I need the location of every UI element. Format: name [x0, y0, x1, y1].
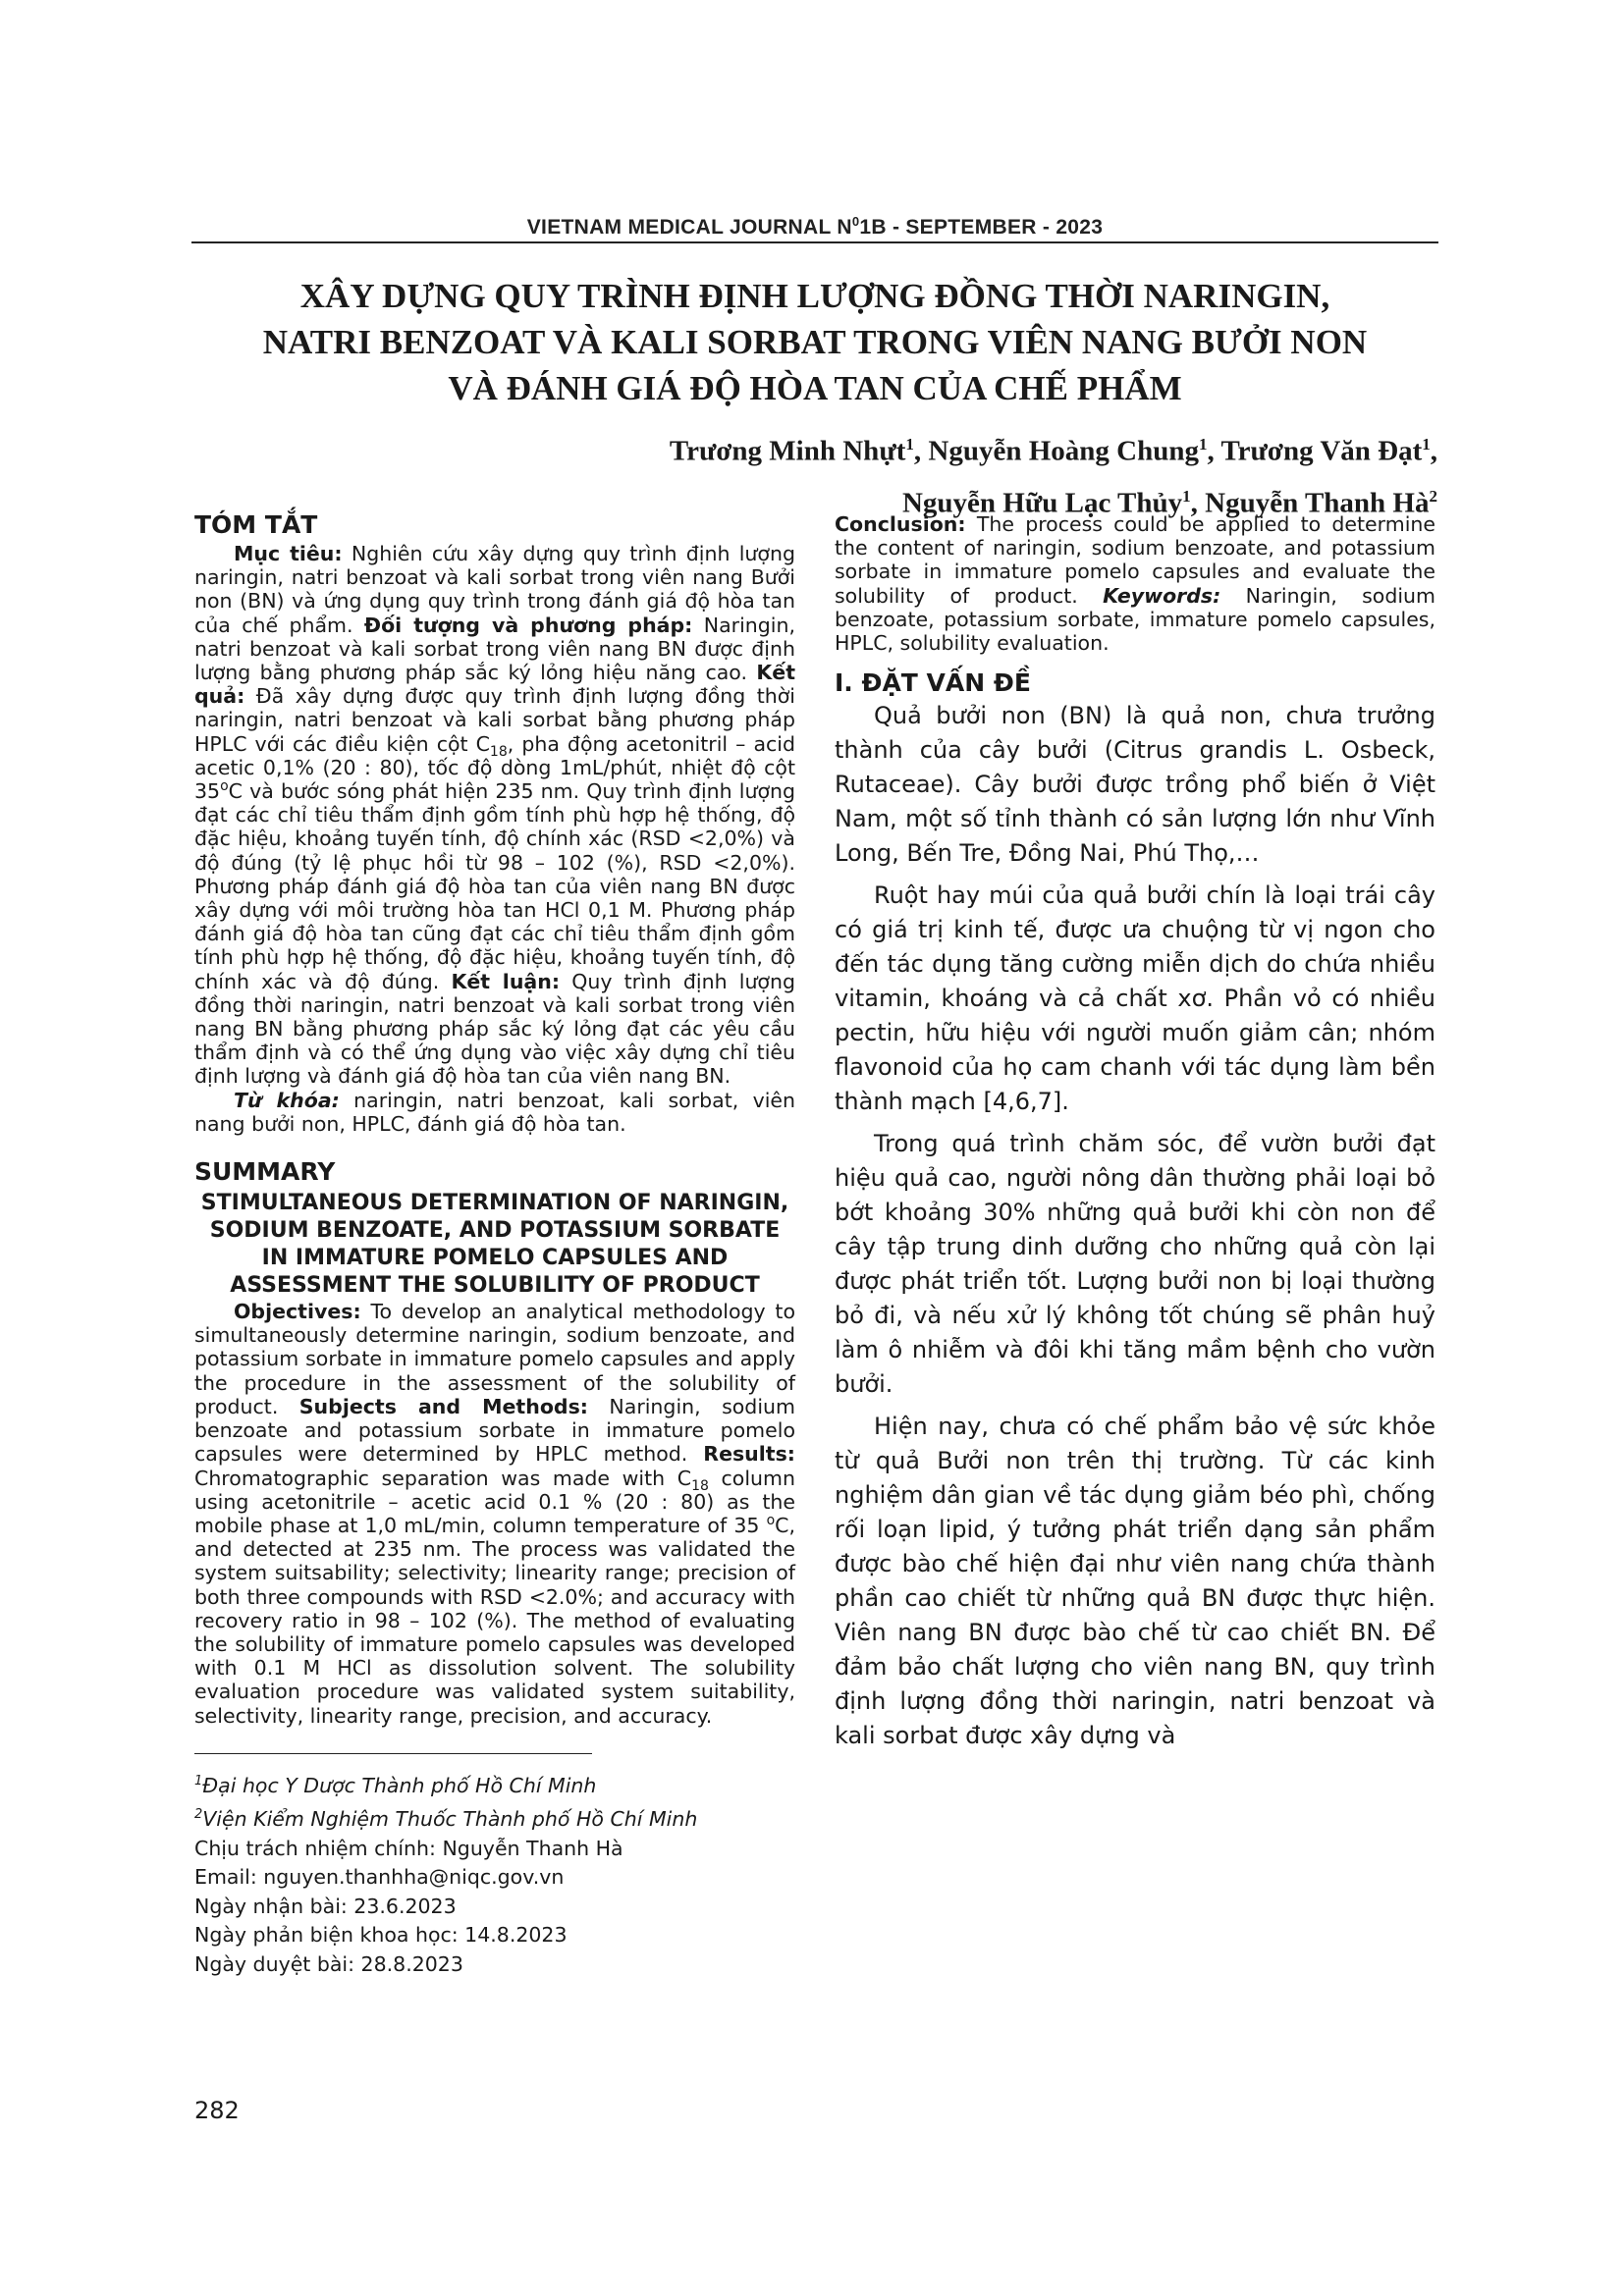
ketqua-text-2: , pha động acetonitril – acid acetic 0,1% (20 : 80), tốc độ dòng 1mL/phút, nhiệt độ cột 35: [194, 731, 795, 804]
author-1: Trương Minh Nhựt: [669, 435, 906, 467]
conclusion-label: Conclusion:: [835, 512, 966, 536]
footnotes: [194, 1767, 795, 1979]
conclusion-text: process could be applied to determine the content of naringin, sodium benzoate, and potassium sorbate in immature pomelo capsules and evaluate the solubility of product.: [835, 512, 1435, 608]
left-column: [194, 510, 795, 1728]
results-text-2: column using acetonitrile – acetic acid 0.1 % (20 : 80) as the mobile phase at 1,0 mL/min, column temperature of 35: [194, 1466, 795, 1537]
objectives-text: To develop an analytical methodology to simultaneously determine naringin, sodium benzoate, and potassium sorbate in immature pomelo capsules and apply the procedure in the assessment of the solubility of product.: [194, 1300, 795, 1418]
intro-heading: I. ĐẶT VẤN ĐỀ: [835, 668, 1031, 698]
conclusion-text: The: [965, 512, 1014, 536]
right-column: [835, 512, 1435, 1753]
ketluan-text: Quy trình định lượng đồng thời naringin, natri benzoat và kali sorbat trong viên nang BN bằng phương pháp sắc ký lỏng đạt các yêu cầu thẩm định và có thể ứng dụng vào việc xây dựng chỉ tiêu định lượng và đánh giá độ hòa tan của viên nang BN.: [194, 969, 795, 1089]
journal-header: [191, 214, 1438, 240]
muctieu-text: Nghiên cứu xây dựng quy trình định lượng naringin, natri benzoat và kali sorbat trong viên nang Bưởi non (BN) và ứng dụng quy trình trong đánh giá độ hòa tan của chế phẩm.: [194, 542, 795, 637]
date-reviewed: Ngày phản biện khoa học: 14.8.2023: [194, 1923, 568, 1948]
ketqua-text-3: C và bước sóng phát hiện 235 nm. Quy trình định lượng đạt các chỉ tiêu thẩm định gồm tính phù hợp hệ thống, độ đặc hiệu, khoảng tuyến tính, độ chính xác (RSD <2,0%) và độ đúng (tỷ lệ phục hồi từ 98 – 102 (%), RSD <2,0%). Phương pháp đánh giá độ hòa tan của viên nang BN được xây dựng với môi trường hòa tan HCl 0,1 M. Phương pháp đánh giá độ hòa tan cũng đạt các chỉ tiêu thẩm định gồm tính phù hợp hệ thống, độ đặc hiệu, khoảng tuyến tính, độ chính xác và độ đúng.: [194, 779, 795, 993]
author-2-affil: 1: [1198, 435, 1208, 454]
tukhoa-label: Từ khóa:: [234, 1088, 340, 1112]
email: Email: nguyen.thanhha@niqc.gov.vn: [194, 1865, 565, 1890]
affiliation-2-marker: 2: [194, 1807, 203, 1823]
summary-continuation: [835, 512, 1435, 655]
affiliation-2-text: Viện Kiểm Nghiệm Thuốc Thành phố Hồ Chí Minh: [202, 1807, 698, 1832]
intro-paragraph-2: Ruột hay múi của quả bưởi chín là loại trái cây có giá trị kinh tế, được ưa chuộng từ vị ngon cho đến tác dụng tăng cường miễn dịch do chứa nhiều vitamin, khoáng và cả chất xơ. Phần vỏ có nhiều pectin, hữu hiệu với người muốn giảm cân; nhóm flavonoid của họ cam chanh với tác dụng làm bền thành mạch [4,6,7].: [835, 881, 1435, 1116]
keywords-label: Keywords:: [1103, 583, 1221, 608]
date-accepted: Ngày duyệt bài: 28.8.2023: [194, 1951, 463, 1976]
intro-paragraph-3: Trong quá trình chăm sóc, để vườn bưởi đạt hiệu quả cao, người nông dân thường phải loại bỏ bớt khoảng 30% những quả bưởi khi còn non để cây tập trung dinh dưỡng cho những quả còn lại được phát triển tốt. Lượng bưởi non bị loại thường bỏ đi, và nếu xử lý không tốt chúng sẽ phân huỷ làm ô nhiễm và đôi khi tăng mầm bệnh cho vườn bưởi.: [835, 1130, 1435, 1399]
muctieu-label: Mục tiêu:: [234, 542, 343, 565]
objectives-label: Objectives:: [234, 1300, 361, 1324]
affiliation-1-marker: 1: [194, 1774, 203, 1789]
results-text-3: C, and detected at 235 nm. The process was validated the system suitsability; selectivity; linearity range; precision of both three compounds with RSD <2.0%; and accuracy with recovery ratio in 98 – 102 (%). The method of evaluating the solubility of immature pomelo capsules was developed with 0.1 M HCl as dissolution solvent. The solubility evaluation procedure was validated system suitability, selectivity, linearity range, precision, and accuracy.: [194, 1513, 795, 1728]
page-number: 282: [194, 2097, 240, 2124]
affiliation-2: [194, 1800, 795, 1834]
journal-name: VIETNAM MEDICAL JOURNAL N: [526, 216, 852, 239]
author-3-affil: 1: [1422, 435, 1431, 454]
author-4-affil: 1: [1182, 486, 1191, 506]
degree-sup: o: [220, 778, 229, 795]
doituong-text: Naringin, natri benzoat và kali sorbat trong viên nang BN được định lượng bằng phương pháp sắc ký lỏng hiệu năng cao.: [194, 613, 795, 685]
author-2: , Nguyễn Hoàng Chung: [913, 435, 1199, 467]
author-3: , Trương Văn Đạt: [1207, 435, 1423, 467]
degree-sup-en: o: [766, 1513, 776, 1529]
summary-abstract-part-1: [194, 1300, 795, 1728]
subjects-label: Subjects and Methods:: [298, 1394, 588, 1418]
title-line-1: XÂY DỰNG QUY TRÌNH ĐỊNH LƯỢNG ĐỒNG THỜI NARINGIN,: [299, 277, 1330, 315]
c18-subscript: 18: [489, 743, 508, 760]
summary-title: STIMULTANEOUS DETERMINATION OF NARINGIN, SODIUM BENZOATE, AND POTASSIUM SORBATE IN IMMATURE POMELO CAPSULES AND ASSESSMENT THE SOLUBILITY OF PRODUCT: [200, 1191, 789, 1299]
ketqua-label: Kết quả:: [194, 661, 795, 709]
header-rule: [191, 241, 1438, 243]
keywords-text: sodium benzoate, potassium sorbate, immature pomelo capsules, HPLC, solubility evaluation.: [835, 583, 1435, 656]
tomtat-heading: TÓM TẮT: [194, 510, 318, 539]
footnote-rule: [194, 1753, 592, 1754]
author-5: , Nguyễn Thanh Hà: [1190, 487, 1430, 519]
tukhoa-paragraph: [194, 1089, 795, 1136]
author-5-affil: 2: [1429, 486, 1437, 506]
doituong-label: Đối tượng và phương pháp:: [363, 613, 693, 637]
issue-date: 1B - SEPTEMBER - 2023: [859, 216, 1104, 239]
tomtat-abstract: [194, 542, 795, 1089]
author-1-affil: 1: [905, 435, 914, 454]
summary-heading: SUMMARY: [194, 1157, 336, 1187]
ketqua-text: Đã xây dựng được quy trình định lượng đồng thời naringin, natri benzoat và kali sorbat bằng phương pháp HPLC với các điều kiện cột C: [194, 684, 795, 756]
results-label: Results:: [703, 1442, 795, 1467]
results-text: Chromatographic separation was made with C: [194, 1466, 692, 1490]
title-line-3: VÀ ĐÁNH GIÁ ĐỘ HÒA TAN CỦA CHẾ PHẨM: [448, 369, 1182, 407]
affiliation-1-text: Đại học Y Dược Thành phố Hồ Chí Minh: [202, 1773, 597, 1797]
intro-paragraph-1: Quả bưởi non (BN) là quả non, chưa trưởng thành của cây bưởi (Citrus grandis L. Osbeck, Rutaceae). Cây bưởi được trồng phổ biến ở Việt Nam, một số tỉnh thành có sản lượng lớn như Vĩnh Long, Bến Tre, Đồng Nai, Phú Thọ,…: [835, 702, 1435, 868]
author-separator: ,: [1430, 435, 1437, 467]
subjects-text: Naringin, sodium benzoate and potassium sorbate in immature pomelo capsules were determined by HPLC method.: [194, 1394, 795, 1467]
summary-abstract-part-2: [835, 512, 1435, 655]
author-4: Nguyễn Hữu Lạc Thủy: [901, 487, 1183, 519]
intro-paragraph-4: Hiện nay, chưa có chế phẩm bảo vệ sức khỏe từ quả Bưởi non trên thị trường. Từ các kinh nghiệm dân gian về tác dụng giảm béo phì, chống rối loạn lipid, ý tưởng phát triển dạng sản phẩm được bào chế hiện đại như viên nang chứa thành phần cao chiết từ những quả BN được thực hiện. Viên nang BN được bào chế từ cao chiết BN. Để đảm bảo chất lượng cho viên nang BN, quy trình định lượng đồng thời naringin, natri benzoat và kali sorbat được xây dựng và: [835, 1413, 1435, 1750]
keywords-text: Naringin,: [1220, 583, 1337, 608]
ketluan-label: Kết luận:: [451, 969, 561, 993]
corresponding-author: Chịu trách nhiệm chính: Nguyễn Thanh Hà: [194, 1836, 623, 1860]
article-title: [191, 273, 1438, 411]
issue-sup: 0: [851, 214, 860, 229]
tukhoa-text: naringin, natri benzoat, kali sorbat, viên nang bưởi non, HPLC, đánh giá độ hòa tan.: [194, 1088, 796, 1136]
c18-subscript-en: 18: [691, 1477, 709, 1494]
date-received: Ngày nhận bài: 23.6.2023: [194, 1894, 457, 1918]
affiliation-1: [194, 1767, 795, 1800]
title-line-2: NATRI BENZOAT VÀ KALI SORBAT TRONG VIÊN NANG BƯỞI NON: [262, 323, 1368, 361]
